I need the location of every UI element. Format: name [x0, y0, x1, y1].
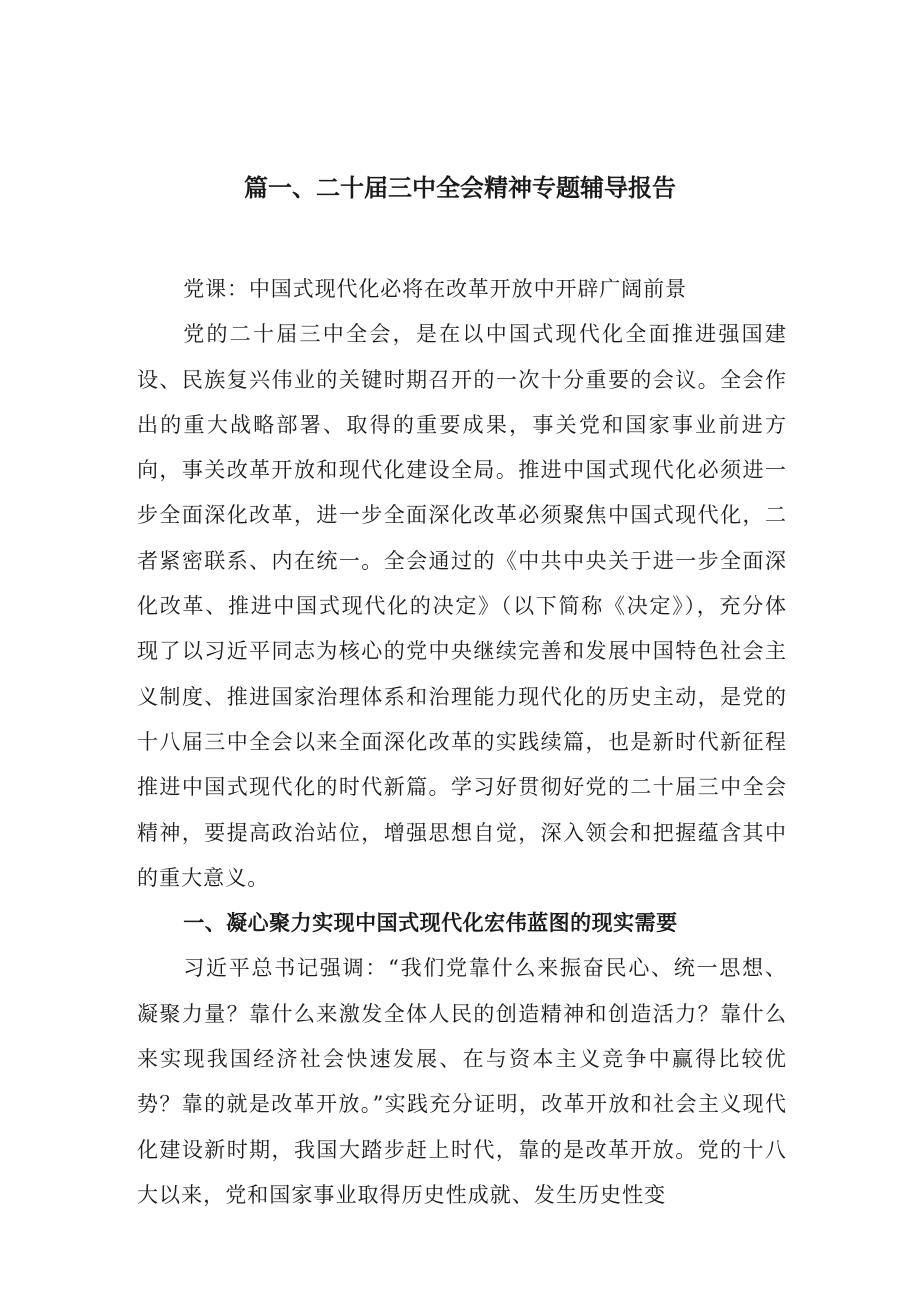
- section-one-heading: 一、凝心聚力实现中国式现代化宏伟蓝图的现实需要: [183, 911, 678, 936]
- lesson-heading: 党课：中国式现代化必将在改革开放中开辟广阔前景: [183, 277, 687, 301]
- document-body: [137, 267, 787, 1218]
- intro-paragraph: 党的二十届三中全会，是在以中国式现代化全面推进强国建设、民族复兴伟业的关键时期召开的一次十分重要的会议。全会作出的重大战略部署、取得的重要成果，事关党和国家事业前进方向，事关改革开放和现代化建设全局。推进中国式现代化必须进一步全面深化改革，进一步全面深化改革必须聚焦中国式现代化，二者紧密联系、内在统一。全会通过的《中共中央关于进一步全面深化改革、推进中国式现代化的决定》（以下简称《决定》），充分体现了以习近平同志为核心的党中央继续完善和发展中国特色社会主义制度、推进国家治理体系和治理能力现代化的历史主动，是党的十八届三中全会以来全面深化改革的实践续篇，也是新时代新征程推进中国式现代化的时代新篇。学习好贯彻好党的二十届三中全会精神，要提高政治站位，增强思想自觉，深入领会和把握蕴含其中的重大意义。: [137, 322, 787, 890]
- section-one-paragraph: 习近平总书记强调：“我们党靠什么来振奋民心、统一思想、凝聚力量？靠什么来激发全体人民的创造精神和创造活力？靠什么来实现我国经济社会快速发展、在与资本主义竞争中赢得比较优势？靠的就是改革开放。”实践充分证明，改革开放和社会主义现代化建设新时期，我国大踏步赶上时代，靠的是改革开放。党的十八大以来，党和国家事业取得历史性成就、发生历史性变: [137, 956, 787, 1207]
- document-title: 篇一、二十届三中全会精神专题辅导报告: [244, 174, 676, 202]
